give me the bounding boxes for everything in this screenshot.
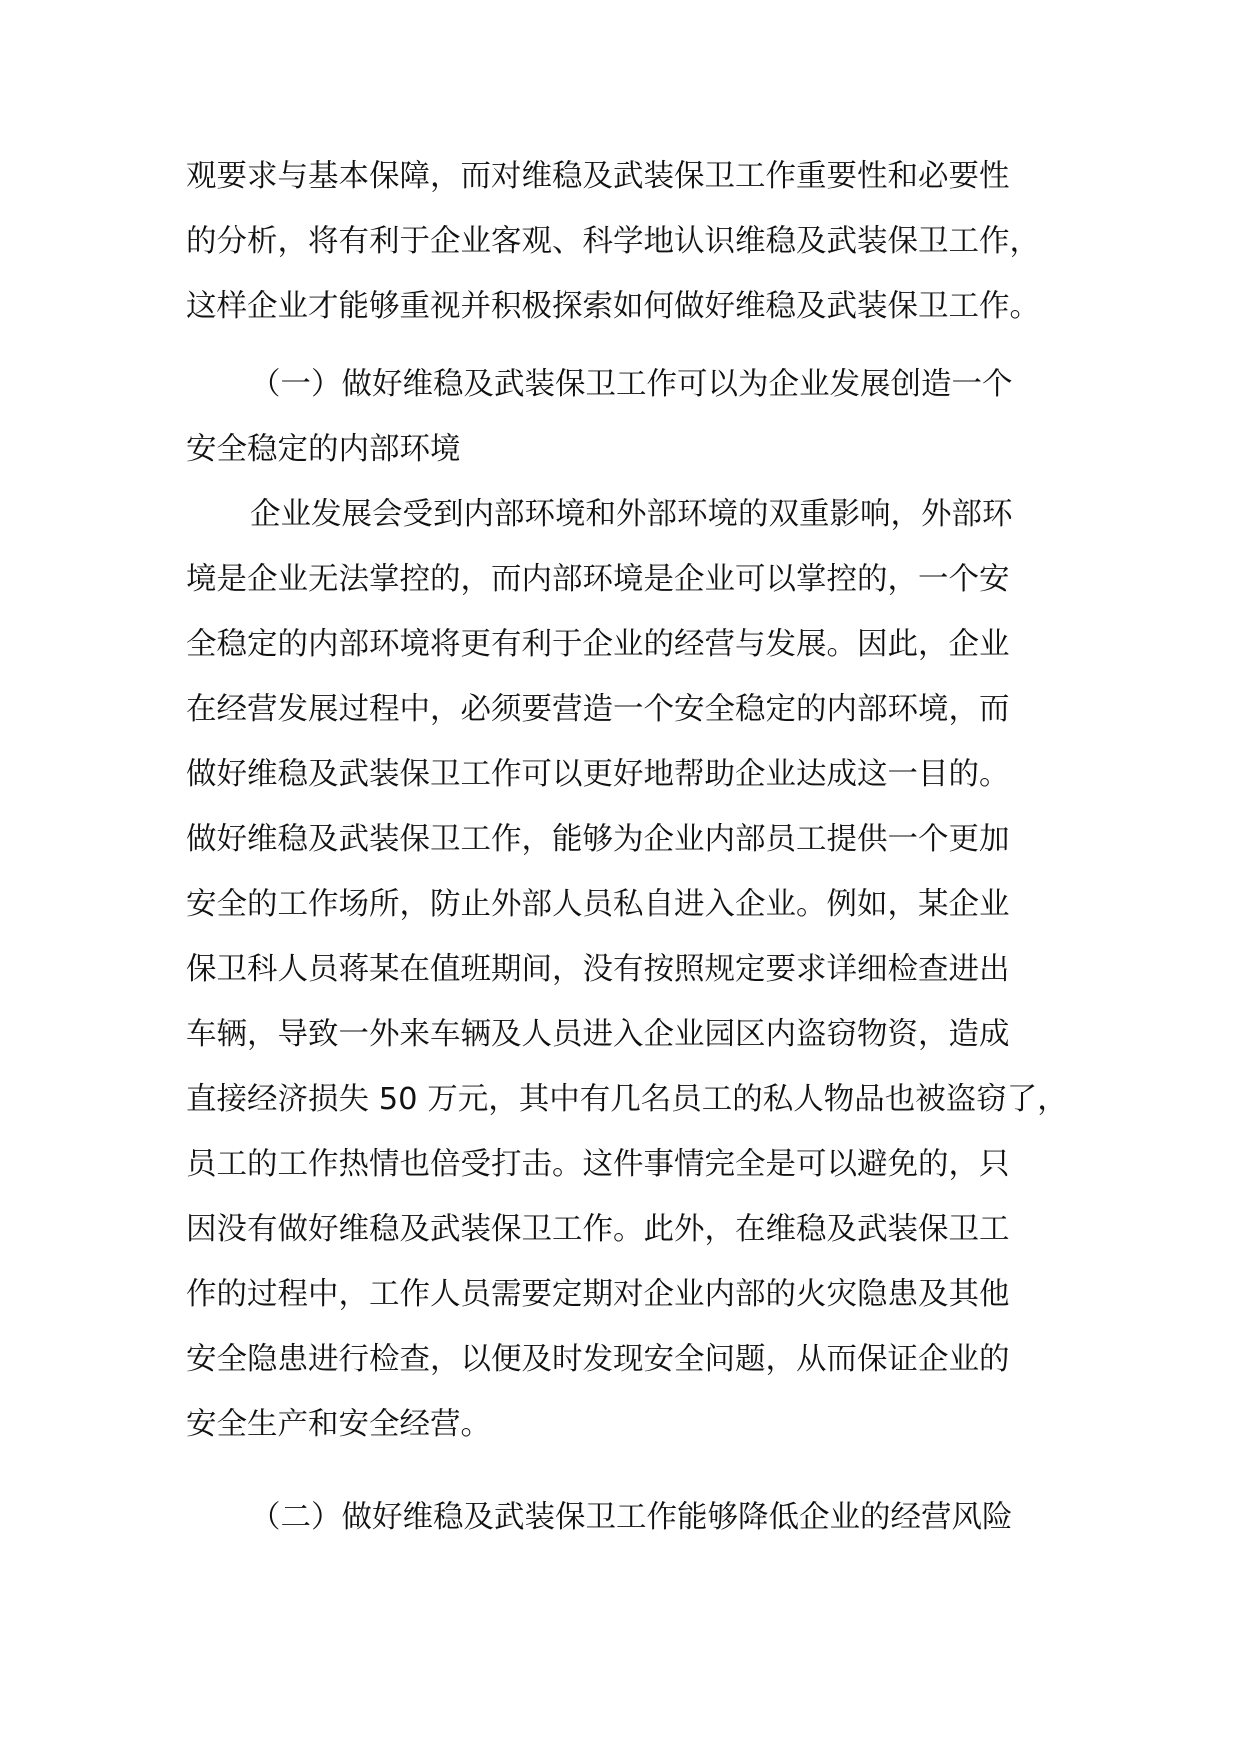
heading-line: （二）做好维稳及武装保卫工作能够降低企业的经营风险 bbox=[250, 1500, 1013, 1535]
text-line: 观要求与基本保障，而对维稳及武装保卫工作重要性和必要性 bbox=[186, 159, 1010, 194]
body-paragraph bbox=[186, 482, 1086, 1457]
text-line: 安全的工作场所，防止外部人员私自进入企业。例如，某企业 bbox=[186, 887, 1010, 922]
text-line: 安全生产和安全经营。 bbox=[186, 1407, 491, 1442]
paragraph-continuation bbox=[186, 144, 1086, 339]
text-line: 这样企业才能够重视并积极探索如何做好维稳及武装保卫工作。 bbox=[186, 289, 1040, 324]
text-line: 企业发展会受到内部环境和外部环境的双重影响，外部环 bbox=[250, 497, 1013, 532]
text-line: 做好维稳及武装保卫工作可以更好地帮助企业达成这一目的。 bbox=[186, 757, 1010, 792]
text-line: 保卫科人员蒋某在值班期间，没有按照规定要求详细检查进出 bbox=[186, 952, 1010, 987]
text-line: 直接经济损失 50 万元，其中有几名员工的私人物品也被盗窃了， bbox=[186, 1082, 1068, 1117]
text-line: 车辆，导致一外来车辆及人员进入企业园区内盗窃物资，造成 bbox=[186, 1017, 1010, 1052]
text-line: 因没有做好维稳及武装保卫工作。此外，在维稳及武装保卫工 bbox=[186, 1212, 1010, 1247]
section-heading-1 bbox=[186, 352, 1086, 482]
text-line: 在经营发展过程中，必须要营造一个安全稳定的内部环境，而 bbox=[186, 692, 1010, 727]
section-heading-2 bbox=[186, 1485, 1086, 1550]
heading-line: （一）做好维稳及武装保卫工作可以为企业发展创造一个 bbox=[250, 367, 1013, 402]
heading-line: 安全稳定的内部环境 bbox=[186, 432, 461, 467]
text-line: 安全隐患进行检查，以便及时发现安全问题，从而保证企业的 bbox=[186, 1342, 1010, 1377]
text-line: 员工的工作热情也倍受打击。这件事情完全是可以避免的，只 bbox=[186, 1147, 1010, 1182]
text-line: 境是企业无法掌控的，而内部环境是企业可以掌控的，一个安 bbox=[186, 562, 1010, 597]
text-line: 的分析，将有利于企业客观、科学地认识维稳及武装保卫工作， bbox=[186, 224, 1040, 259]
text-line: 做好维稳及武装保卫工作，能够为企业内部员工提供一个更加 bbox=[186, 822, 1010, 857]
text-line: 作的过程中，工作人员需要定期对企业内部的火灾隐患及其他 bbox=[186, 1277, 1010, 1312]
text-line: 全稳定的内部环境将更有利于企业的经营与发展。因此，企业 bbox=[186, 627, 1010, 662]
